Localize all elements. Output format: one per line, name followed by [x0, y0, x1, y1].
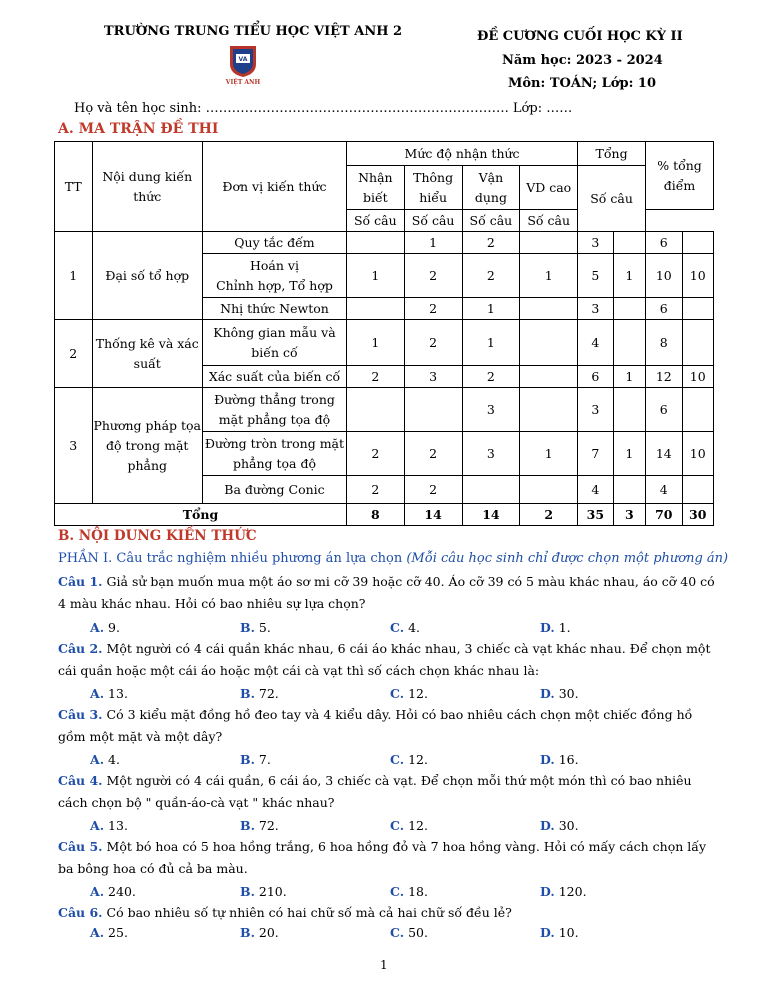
table-cell: 72. — [258, 818, 279, 833]
table-cell: 5 — [578, 254, 613, 298]
table-cell: 2 — [404, 254, 462, 298]
table-cell: A. — [90, 818, 105, 833]
table-cell: 4. — [108, 752, 120, 767]
table-cell — [520, 388, 578, 432]
group-2-topic: Thống kê và xác suất — [92, 320, 203, 388]
table-cell: D. — [540, 620, 555, 635]
table-cell — [346, 388, 404, 432]
table-cell — [682, 388, 713, 432]
header-so-cau: Số câu — [520, 210, 578, 232]
svg-text:VA: VA — [238, 56, 248, 63]
table-cell: 210. — [258, 884, 287, 899]
table-cell: 14 — [462, 504, 520, 526]
table-cell: 8 — [646, 320, 682, 366]
group-3-topic: Phương pháp tọa độ trong mặt phẳng — [92, 388, 203, 504]
table-cell: Có 3 kiểu mặt đồng hồ đeo tay và 4 kiểu dây. Hỏi có bao nhiêu cách chọn một chiếc đồng hồ gồm một mặt và một dây? — [58, 707, 693, 744]
header-thong-hieu: Thông hiểu — [404, 166, 462, 210]
table-cell: 2 — [346, 432, 404, 476]
table-cell — [613, 298, 645, 320]
student-name-line: Họ và tên học sinh: ……………………………………………………………. Lớp: …… — [74, 101, 573, 116]
question-5 — [58, 836, 718, 880]
table-cell: A. — [90, 925, 105, 940]
header-tt: TT — [55, 142, 93, 232]
header-so-cau: Số câu — [462, 210, 520, 232]
header-noi-dung: Nội dung kiến thức — [92, 142, 203, 232]
table-cell: 6 — [578, 366, 613, 388]
table-cell: 120. — [558, 884, 587, 899]
table-cell — [404, 388, 462, 432]
header-nhan-biet: Nhận biết — [346, 166, 404, 210]
table-cell: 1 — [520, 432, 578, 476]
question-2 — [58, 638, 718, 682]
table-cell: Một bó hoa có 5 hoa hồng trắng, 6 hoa hồng đỏ và 7 hoa hồng vàng. Hỏi có mấy cách chọn lấy ba bông hoa có đủ cả ba màu. — [58, 839, 707, 876]
table-cell: 2 — [462, 254, 520, 298]
table-cell: 2 — [404, 298, 462, 320]
question-1 — [58, 571, 718, 615]
table-cell: C. — [390, 925, 405, 940]
table-cell: 30. — [558, 818, 579, 833]
subject-class: Môn: TOÁN; Lớp: 10 — [508, 76, 656, 91]
table-cell: 4 — [646, 476, 682, 504]
table-cell: 10 — [646, 254, 682, 298]
table-cell: 14 — [646, 432, 682, 476]
table-cell: 30. — [558, 686, 579, 701]
table-cell: D. — [540, 686, 555, 701]
table-cell: 1 — [613, 432, 645, 476]
table-cell: 16. — [558, 752, 579, 767]
table-cell — [682, 298, 713, 320]
cell: Đường thẳng trong mặt phẳng tọa độ — [203, 388, 347, 432]
table-cell — [346, 298, 404, 320]
table-cell: B. — [240, 818, 255, 833]
header-so-cau: Số câu — [404, 210, 462, 232]
table-cell: 7. — [258, 752, 271, 767]
cell: Đường tròn trong mặt phẳng tọa độ — [203, 432, 347, 476]
table-cell: 1 — [613, 254, 645, 298]
school-logo — [228, 44, 258, 78]
cell: Quy tắc đếm — [203, 232, 347, 254]
table-cell: C. — [390, 686, 405, 701]
table-cell: 3 — [462, 432, 520, 476]
cell: Xác suất của biến cố — [203, 366, 347, 388]
table-cell: Giả sử bạn muốn mua một áo sơ mi cỡ 39 hoặc cỡ 40. Áo cỡ 39 có 5 màu khác nhau, áo cỡ 40 có 4 màu khác nhau. Hỏi có bao nhiêu sự lựa chọn? — [58, 574, 715, 611]
table-cell — [682, 476, 713, 504]
table-cell: 1 — [462, 320, 520, 366]
table-cell — [520, 476, 578, 504]
table-cell: B. — [240, 884, 255, 899]
table-cell: 18. — [408, 884, 428, 899]
table-cell: 10 — [682, 432, 713, 476]
table-cell: B. — [240, 925, 255, 940]
group-1-tt: 1 — [55, 232, 93, 320]
table-cell — [682, 320, 713, 366]
group-1-topic: Đại số tổ hợp — [92, 232, 203, 320]
table-cell: C. — [390, 620, 405, 635]
table-cell: 3 — [578, 298, 613, 320]
table-cell: 10 — [682, 366, 713, 388]
table-cell: 1 — [613, 366, 645, 388]
question-6 — [58, 902, 718, 924]
table-cell — [346, 232, 404, 254]
table-cell: 50. — [408, 925, 428, 940]
table-cell — [613, 232, 645, 254]
table-cell: 25. — [108, 925, 128, 940]
table-cell: 6 — [646, 388, 682, 432]
table-cell: 13. — [108, 818, 128, 833]
table-cell: 4 — [578, 320, 613, 366]
table-cell: 12. — [408, 686, 428, 701]
table-cell: Câu 5. — [58, 839, 103, 854]
table-cell: A. — [90, 884, 105, 899]
table-cell: 2 — [462, 232, 520, 254]
table-cell: 6 — [646, 232, 682, 254]
table-cell: C. — [390, 884, 405, 899]
table-cell: 2 — [404, 476, 462, 504]
table-cell: 5. — [258, 620, 271, 635]
table-cell: 35 — [578, 504, 613, 526]
table-cell — [613, 320, 645, 366]
table-cell: Câu 6. — [58, 905, 103, 920]
table-cell — [613, 388, 645, 432]
school-year: Năm học: 2023 - 2024 — [502, 53, 663, 68]
header-so-cau: Số câu — [346, 210, 404, 232]
total-label: Tổng — [55, 504, 347, 526]
table-cell: A. — [90, 686, 105, 701]
table-cell: 3 — [404, 366, 462, 388]
table-cell: 3 — [578, 388, 613, 432]
school-name: TRƯỜNG TRUNG TIỂU HỌC VIỆT ANH 2 — [104, 24, 403, 39]
logo-caption: VIỆT ANH — [225, 79, 261, 86]
table-cell: C. — [390, 818, 405, 833]
table-cell: 12. — [408, 752, 428, 767]
table-cell: 2 — [404, 432, 462, 476]
table-cell: B. — [240, 686, 255, 701]
table-cell — [520, 298, 578, 320]
part-1-note: (Mỗi câu học sinh chỉ được chọn một phương án) — [406, 551, 729, 566]
table-cell: 2 — [346, 476, 404, 504]
question-4 — [58, 770, 718, 814]
table-cell — [520, 232, 578, 254]
cell: Không gian mẫu và biến cố — [203, 320, 347, 366]
table-cell: 10 — [682, 254, 713, 298]
doc-title: ĐỀ CƯƠNG CUỐI HỌC KỲ II — [477, 29, 683, 44]
table-cell: D. — [540, 884, 555, 899]
part-1-title: PHẦN I. Câu trắc nghiệm nhiều phương án lựa chọn — [58, 551, 403, 566]
table-cell: Một người có 4 cái quần khác nhau, 6 cái áo khác nhau, 3 chiếc cà vạt khác nhau. Để chọn một cái quần hoặc một cái áo hoặc một cái cà vạt thì số cách chọn khác nhau là: — [58, 641, 711, 678]
table-cell: B. — [240, 752, 255, 767]
table-cell — [682, 232, 713, 254]
table-cell: Câu 1. — [58, 574, 103, 589]
table-cell — [462, 476, 520, 504]
section-a-title: A. MA TRẬN ĐỀ THI — [58, 121, 219, 137]
table-cell: Câu 2. — [58, 641, 103, 656]
group-2-tt: 2 — [55, 320, 93, 388]
table-cell: 30 — [682, 504, 713, 526]
header-muc-do: Mức độ nhận thức — [346, 142, 577, 166]
table-cell: 2 — [462, 366, 520, 388]
matrix-table — [54, 141, 714, 526]
table-cell: 1 — [404, 232, 462, 254]
table-cell: C. — [390, 752, 405, 767]
table-cell: B. — [240, 620, 255, 635]
table-cell: 9. — [108, 620, 120, 635]
table-cell: 2 — [520, 504, 578, 526]
table-cell: 6 — [646, 298, 682, 320]
table-cell: 3 — [462, 388, 520, 432]
table-cell: 1 — [462, 298, 520, 320]
cell: Ba đường Conic — [203, 476, 347, 504]
table-cell: 8 — [346, 504, 404, 526]
table-cell: 20. — [258, 925, 279, 940]
header-van-dung: Vận dụng — [462, 166, 520, 210]
table-cell: Câu 4. — [58, 773, 103, 788]
table-cell: 2 — [346, 366, 404, 388]
part-1-heading — [58, 551, 728, 566]
table-cell: 10. — [558, 925, 579, 940]
cell: Nhị thức Newton — [203, 298, 347, 320]
group-3-tt: 3 — [55, 388, 93, 504]
table-cell: 1 — [520, 254, 578, 298]
table-cell: 1 — [346, 254, 404, 298]
table-cell: D. — [540, 818, 555, 833]
header-so-cau-tong: Số câu — [578, 166, 646, 232]
header-don-vi: Đơn vị kiến thức — [203, 142, 347, 232]
table-cell: Có bao nhiêu số tự nhiên có hai chữ số mà cả hai chữ số đều lẻ? — [106, 905, 512, 920]
table-cell: 70 — [646, 504, 682, 526]
header-pct: % tổng điểm — [646, 142, 714, 210]
section-b-title: B. NỘI DUNG KIẾN THỨC — [58, 528, 257, 544]
table-cell: Một người có 4 cái quần, 6 cái áo, 3 chiếc cà vạt. Để chọn mỗi thứ một món thì có bao nhiêu cách chọn bộ " quần-áo-cà vạt " khác nhau? — [58, 773, 692, 810]
table-cell — [613, 476, 645, 504]
table-cell: 13. — [108, 686, 128, 701]
header-tong: Tổng — [578, 142, 646, 166]
table-cell: 1. — [558, 620, 571, 635]
page-number: 1 — [380, 958, 388, 972]
question-3 — [58, 704, 718, 748]
table-cell: 240. — [108, 884, 136, 899]
table-cell: 12 — [646, 366, 682, 388]
table-cell: A. — [90, 620, 105, 635]
table-cell: 7 — [578, 432, 613, 476]
table-cell: 2 — [404, 320, 462, 366]
header-vd-cao: VD cao — [520, 166, 578, 210]
table-cell: 4. — [408, 620, 421, 635]
table-cell: D. — [540, 925, 555, 940]
table-cell: 1 — [346, 320, 404, 366]
cell: Hoán vị Chỉnh hợp, Tổ hợp — [203, 254, 347, 298]
table-cell — [520, 366, 578, 388]
table-cell: 3 — [613, 504, 645, 526]
table-cell: 12. — [408, 818, 428, 833]
table-cell: 72. — [258, 686, 279, 701]
table-cell: 14 — [404, 504, 462, 526]
table-cell: D. — [540, 752, 555, 767]
table-cell: A. — [90, 752, 105, 767]
table-cell: Câu 3. — [58, 707, 103, 722]
table-cell: 4 — [578, 476, 613, 504]
table-cell — [520, 320, 578, 366]
table-cell: 3 — [578, 232, 613, 254]
